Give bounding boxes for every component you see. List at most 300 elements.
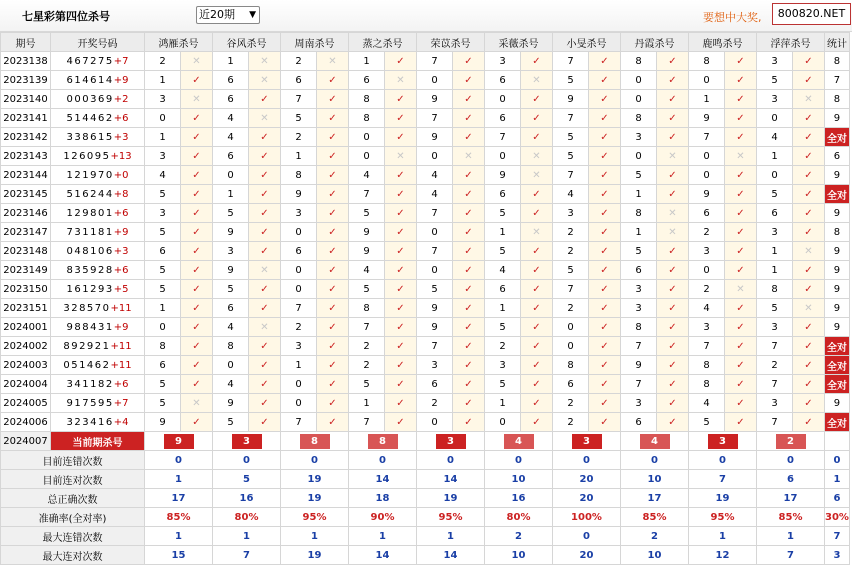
cross-icon: ✕ — [793, 90, 825, 109]
kill-value: 2 — [281, 318, 317, 337]
check-icon: ✓ — [725, 242, 757, 261]
kill-value: 5 — [145, 280, 181, 299]
check-icon: ✓ — [317, 299, 349, 318]
kill-value: 0 — [689, 261, 725, 280]
kill-value: 0 — [281, 375, 317, 394]
check-icon: ✓ — [453, 261, 485, 280]
stat-value: 6 — [757, 470, 825, 489]
check-icon: ✓ — [793, 52, 825, 71]
check-icon: ✓ — [793, 356, 825, 375]
cross-icon: ✕ — [521, 71, 553, 90]
stat-value: 0 — [825, 451, 850, 470]
draw-bonus: +6 — [113, 207, 129, 219]
kill-value: 5 — [485, 242, 521, 261]
stat-value: 0 — [621, 451, 689, 470]
stat-label: 目前连对次数 — [1, 470, 145, 489]
draw-number — [51, 223, 145, 242]
kill-value: 3 — [757, 394, 793, 413]
issue-number: 2023140 — [1, 90, 51, 109]
table-header-row — [1, 33, 850, 52]
check-icon: ✓ — [521, 52, 553, 71]
check-icon: ✓ — [453, 128, 485, 147]
row-stat: 9 — [825, 109, 850, 128]
current-kill-cell — [417, 432, 485, 451]
table-row — [1, 204, 850, 223]
check-icon: ✓ — [657, 375, 689, 394]
check-icon: ✓ — [793, 280, 825, 299]
draw-number — [51, 299, 145, 318]
kill-value: 0 — [349, 128, 385, 147]
draw-bonus: +11 — [110, 302, 132, 314]
stat-value: 90% — [349, 508, 417, 527]
kill-value: 8 — [621, 52, 657, 71]
check-icon: ✓ — [725, 71, 757, 90]
kill-value: 1 — [757, 147, 793, 166]
stat-value: 1 — [145, 470, 213, 489]
chevron-down-icon: ▼ — [249, 10, 256, 20]
kill-value: 5 — [485, 375, 521, 394]
draw-bonus: +6 — [113, 112, 129, 124]
stat-value: 16 — [213, 489, 281, 508]
check-icon: ✓ — [249, 90, 281, 109]
check-icon: ✓ — [385, 185, 417, 204]
kill-value: 3 — [621, 128, 657, 147]
period-select[interactable] — [196, 6, 260, 24]
draw-digits: 051462 — [63, 359, 111, 371]
check-icon: ✓ — [385, 90, 417, 109]
kill-value: 2 — [145, 52, 181, 71]
kill-value: 8 — [621, 109, 657, 128]
kill-value: 8 — [213, 337, 249, 356]
kill-value: 2 — [349, 337, 385, 356]
check-icon: ✓ — [385, 337, 417, 356]
kill-value: 6 — [485, 109, 521, 128]
kill-value: 1 — [621, 223, 657, 242]
check-icon: ✓ — [181, 337, 213, 356]
check-icon: ✓ — [249, 375, 281, 394]
check-icon: ✓ — [521, 299, 553, 318]
kill-value: 4 — [417, 166, 453, 185]
check-icon: ✓ — [181, 299, 213, 318]
check-icon: ✓ — [453, 280, 485, 299]
kill-value: 3 — [553, 204, 589, 223]
check-icon: ✓ — [793, 166, 825, 185]
draw-number — [51, 280, 145, 299]
check-icon: ✓ — [181, 280, 213, 299]
kill-value: 3 — [145, 147, 181, 166]
current-kill-badge: 3 — [572, 434, 602, 449]
stat-value: 14 — [417, 546, 485, 565]
check-icon: ✓ — [521, 375, 553, 394]
kill-value: 1 — [349, 52, 385, 71]
kill-value: 0 — [689, 71, 725, 90]
check-icon: ✓ — [453, 204, 485, 223]
draw-number — [51, 337, 145, 356]
kill-value: 1 — [485, 394, 521, 413]
check-icon: ✓ — [793, 128, 825, 147]
kill-value: 0 — [553, 337, 589, 356]
row-stat: 9 — [825, 394, 850, 413]
kill-value: 1 — [213, 185, 249, 204]
draw-digits: 835928 — [66, 264, 114, 276]
stat-value: 95% — [689, 508, 757, 527]
cross-icon: ✕ — [453, 147, 485, 166]
issue-number: 2023149 — [1, 261, 51, 280]
kill-number-table — [0, 32, 850, 565]
stat-value: 7 — [213, 546, 281, 565]
check-icon: ✓ — [725, 128, 757, 147]
kill-value: 5 — [485, 204, 521, 223]
kill-value: 1 — [349, 394, 385, 413]
kill-value: 9 — [553, 90, 589, 109]
kill-value: 1 — [145, 71, 181, 90]
check-icon: ✓ — [249, 356, 281, 375]
kill-value: 3 — [281, 204, 317, 223]
check-icon: ✓ — [589, 204, 621, 223]
kill-value: 0 — [757, 109, 793, 128]
kill-value: 7 — [349, 185, 385, 204]
kill-value: 2 — [553, 413, 589, 432]
cross-icon: ✕ — [725, 280, 757, 299]
cross-icon: ✕ — [793, 242, 825, 261]
check-icon: ✓ — [793, 337, 825, 356]
draw-bonus: +2 — [113, 93, 129, 105]
stat-label: 准确率(全对率) — [1, 508, 145, 527]
issue-number: 2023148 — [1, 242, 51, 261]
kill-value: 0 — [145, 318, 181, 337]
current-kill-badge: 9 — [164, 434, 194, 449]
table-row — [1, 280, 850, 299]
draw-digits: 917595 — [66, 397, 114, 409]
column-header: 小旻杀号 — [553, 33, 621, 52]
current-issue-number: 2024007 — [1, 432, 51, 451]
draw-bonus: +3 — [113, 245, 129, 257]
check-icon: ✓ — [725, 299, 757, 318]
draw-bonus: +4 — [113, 416, 129, 428]
kill-value: 7 — [621, 337, 657, 356]
check-icon: ✓ — [317, 394, 349, 413]
stat-value: 100% — [553, 508, 621, 527]
cross-icon: ✕ — [725, 147, 757, 166]
row-stat: 8 — [825, 90, 850, 109]
check-icon: ✓ — [181, 413, 213, 432]
check-icon: ✓ — [317, 375, 349, 394]
check-icon: ✓ — [181, 261, 213, 280]
stat-value: 3 — [825, 546, 850, 565]
stat-row — [1, 451, 850, 470]
kill-value: 5 — [349, 204, 385, 223]
cross-icon: ✕ — [385, 71, 417, 90]
current-issue-label: 当前期杀号 — [51, 432, 145, 451]
draw-digits: 892921 — [63, 340, 111, 352]
stat-value: 0 — [553, 451, 621, 470]
stat-value: 80% — [485, 508, 553, 527]
kill-value: 4 — [689, 394, 725, 413]
check-icon: ✓ — [589, 356, 621, 375]
check-icon: ✓ — [725, 394, 757, 413]
draw-bonus: +6 — [113, 378, 129, 390]
kill-value: 0 — [621, 147, 657, 166]
stat-value: 17 — [145, 489, 213, 508]
table-row — [1, 52, 850, 71]
kill-value: 5 — [621, 166, 657, 185]
kill-value: 4 — [485, 261, 521, 280]
cross-icon: ✕ — [521, 166, 553, 185]
check-icon: ✓ — [725, 261, 757, 280]
current-kill-badge: 4 — [504, 434, 534, 449]
kill-value: 0 — [145, 109, 181, 128]
kill-value: 0 — [689, 166, 725, 185]
check-icon: ✓ — [317, 356, 349, 375]
kill-value: 4 — [349, 261, 385, 280]
kill-value: 3 — [485, 356, 521, 375]
check-icon: ✓ — [589, 318, 621, 337]
kill-value: 5 — [145, 375, 181, 394]
check-icon: ✓ — [589, 128, 621, 147]
row-stat: 8 — [825, 52, 850, 71]
kill-value: 4 — [349, 166, 385, 185]
table-row — [1, 299, 850, 318]
kill-value: 9 — [213, 261, 249, 280]
table-row — [1, 128, 850, 147]
site-link[interactable]: 800820.NET — [772, 3, 851, 25]
draw-digits: 731181 — [66, 226, 114, 238]
stat-row — [1, 527, 850, 546]
current-kill-cell — [349, 432, 417, 451]
issue-number: 2024005 — [1, 394, 51, 413]
kill-value: 2 — [417, 394, 453, 413]
kill-value: 6 — [213, 90, 249, 109]
check-icon: ✓ — [793, 375, 825, 394]
kill-value: 3 — [689, 318, 725, 337]
kill-value: 7 — [757, 375, 793, 394]
kill-value: 1 — [621, 185, 657, 204]
check-icon: ✓ — [793, 71, 825, 90]
draw-number — [51, 204, 145, 223]
check-icon: ✓ — [793, 318, 825, 337]
kill-value: 1 — [281, 147, 317, 166]
check-icon: ✓ — [793, 204, 825, 223]
kill-value: 0 — [281, 223, 317, 242]
kill-value: 3 — [417, 356, 453, 375]
stat-value: 95% — [281, 508, 349, 527]
kill-value: 7 — [553, 109, 589, 128]
kill-value: 1 — [485, 299, 521, 318]
stat-value: 19 — [281, 470, 349, 489]
stat-value: 85% — [757, 508, 825, 527]
cross-icon: ✕ — [181, 394, 213, 413]
kill-value: 5 — [349, 375, 385, 394]
table-row — [1, 375, 850, 394]
draw-digits: 338615 — [66, 131, 114, 143]
check-icon: ✓ — [589, 261, 621, 280]
stat-value: 1 — [689, 527, 757, 546]
table-row — [1, 394, 850, 413]
draw-bonus: +9 — [113, 321, 129, 333]
stat-value: 0 — [485, 451, 553, 470]
check-icon: ✓ — [385, 280, 417, 299]
check-icon: ✓ — [589, 185, 621, 204]
kill-value: 5 — [213, 204, 249, 223]
check-icon: ✓ — [249, 204, 281, 223]
check-icon: ✓ — [453, 242, 485, 261]
kill-value: 1 — [757, 242, 793, 261]
row-stat: 9 — [825, 318, 850, 337]
check-icon: ✓ — [453, 52, 485, 71]
check-icon: ✓ — [453, 71, 485, 90]
draw-number — [51, 185, 145, 204]
table-row — [1, 71, 850, 90]
stat-value: 1 — [281, 527, 349, 546]
kill-value: 5 — [553, 71, 589, 90]
kill-value: 0 — [553, 318, 589, 337]
check-icon: ✓ — [453, 318, 485, 337]
kill-value: 9 — [417, 90, 453, 109]
draw-digits: 323416 — [66, 416, 114, 428]
check-icon: ✓ — [453, 394, 485, 413]
cross-icon: ✕ — [249, 109, 281, 128]
check-icon: ✓ — [181, 71, 213, 90]
stat-value: 2 — [621, 527, 689, 546]
draw-number — [51, 356, 145, 375]
check-icon: ✓ — [453, 166, 485, 185]
kill-value: 7 — [485, 128, 521, 147]
kill-value: 0 — [621, 90, 657, 109]
kill-value: 7 — [349, 318, 385, 337]
stat-value: 10 — [621, 546, 689, 565]
check-icon: ✓ — [317, 204, 349, 223]
kill-value: 0 — [281, 394, 317, 413]
kill-value: 2 — [281, 52, 317, 71]
kill-value: 9 — [213, 223, 249, 242]
kill-value: 8 — [621, 204, 657, 223]
check-icon: ✓ — [589, 299, 621, 318]
stat-label: 总正确次数 — [1, 489, 145, 508]
row-stat: 9 — [825, 204, 850, 223]
check-icon: ✓ — [589, 375, 621, 394]
check-icon: ✓ — [725, 166, 757, 185]
issue-number: 2023139 — [1, 71, 51, 90]
kill-value: 7 — [417, 204, 453, 223]
stat-value: 0 — [349, 451, 417, 470]
check-icon: ✓ — [453, 337, 485, 356]
kill-value: 9 — [349, 242, 385, 261]
kill-value: 0 — [621, 71, 657, 90]
page-title: 七星彩第四位杀号 — [22, 10, 110, 23]
draw-number — [51, 52, 145, 71]
kill-value: 1 — [485, 223, 521, 242]
stat-value: 14 — [349, 546, 417, 565]
kill-value: 9 — [417, 299, 453, 318]
check-icon: ✓ — [249, 394, 281, 413]
current-kill-badge: 8 — [368, 434, 398, 449]
table-row — [1, 337, 850, 356]
issue-number: 2024004 — [1, 375, 51, 394]
check-icon: ✓ — [453, 185, 485, 204]
check-icon: ✓ — [385, 375, 417, 394]
stat-value: 30% — [825, 508, 850, 527]
table-row — [1, 109, 850, 128]
kill-value: 4 — [213, 318, 249, 337]
current-kill-badge: 3 — [232, 434, 262, 449]
check-icon: ✓ — [521, 280, 553, 299]
check-icon: ✓ — [793, 147, 825, 166]
stat-value: 1 — [757, 527, 825, 546]
check-icon: ✓ — [385, 261, 417, 280]
kill-value: 3 — [621, 394, 657, 413]
kill-value: 6 — [281, 242, 317, 261]
check-icon: ✓ — [793, 394, 825, 413]
stat-value: 1 — [213, 527, 281, 546]
stat-value: 20 — [553, 489, 621, 508]
check-icon: ✓ — [521, 185, 553, 204]
check-icon: ✓ — [521, 204, 553, 223]
column-header: 鸿雁杀号 — [145, 33, 213, 52]
current-kill-cell — [689, 432, 757, 451]
kill-value: 5 — [213, 413, 249, 432]
check-icon: ✓ — [521, 337, 553, 356]
kill-value: 4 — [145, 166, 181, 185]
check-icon: ✓ — [521, 242, 553, 261]
stat-value: 14 — [349, 470, 417, 489]
check-icon: ✓ — [317, 261, 349, 280]
stat-value: 95% — [417, 508, 485, 527]
row-stat: 9 — [825, 261, 850, 280]
kill-value: 2 — [553, 223, 589, 242]
check-icon: ✓ — [453, 90, 485, 109]
kill-value: 9 — [417, 318, 453, 337]
cross-icon: ✕ — [249, 261, 281, 280]
issue-number: 2023145 — [1, 185, 51, 204]
draw-digits: 614614 — [66, 74, 114, 86]
check-icon: ✓ — [589, 280, 621, 299]
check-icon: ✓ — [657, 185, 689, 204]
check-icon: ✓ — [453, 413, 485, 432]
check-icon: ✓ — [317, 185, 349, 204]
check-icon: ✓ — [385, 413, 417, 432]
kill-value: 1 — [213, 52, 249, 71]
kill-value: 8 — [689, 375, 725, 394]
check-icon: ✓ — [453, 356, 485, 375]
kill-value: 7 — [281, 90, 317, 109]
kill-value: 6 — [553, 375, 589, 394]
check-icon: ✓ — [317, 90, 349, 109]
check-icon: ✓ — [249, 413, 281, 432]
kill-value: 6 — [417, 375, 453, 394]
kill-value: 7 — [689, 337, 725, 356]
kill-value: 9 — [689, 185, 725, 204]
issue-number: 2023141 — [1, 109, 51, 128]
issue-number: 2024001 — [1, 318, 51, 337]
draw-digits: 161293 — [66, 283, 114, 295]
kill-value: 5 — [757, 185, 793, 204]
issue-number: 2024003 — [1, 356, 51, 375]
column-header: 采薇杀号 — [485, 33, 553, 52]
check-icon: ✓ — [589, 394, 621, 413]
kill-value: 7 — [553, 52, 589, 71]
check-icon: ✓ — [657, 109, 689, 128]
kill-value: 1 — [145, 299, 181, 318]
draw-digits: 467275 — [66, 55, 114, 67]
stat-value: 1 — [145, 527, 213, 546]
kill-value: 6 — [621, 261, 657, 280]
check-icon: ✓ — [725, 223, 757, 242]
check-icon: ✓ — [181, 147, 213, 166]
stat-value: 1 — [417, 527, 485, 546]
kill-value: 4 — [553, 185, 589, 204]
kill-value: 0 — [349, 147, 385, 166]
check-icon: ✓ — [725, 109, 757, 128]
